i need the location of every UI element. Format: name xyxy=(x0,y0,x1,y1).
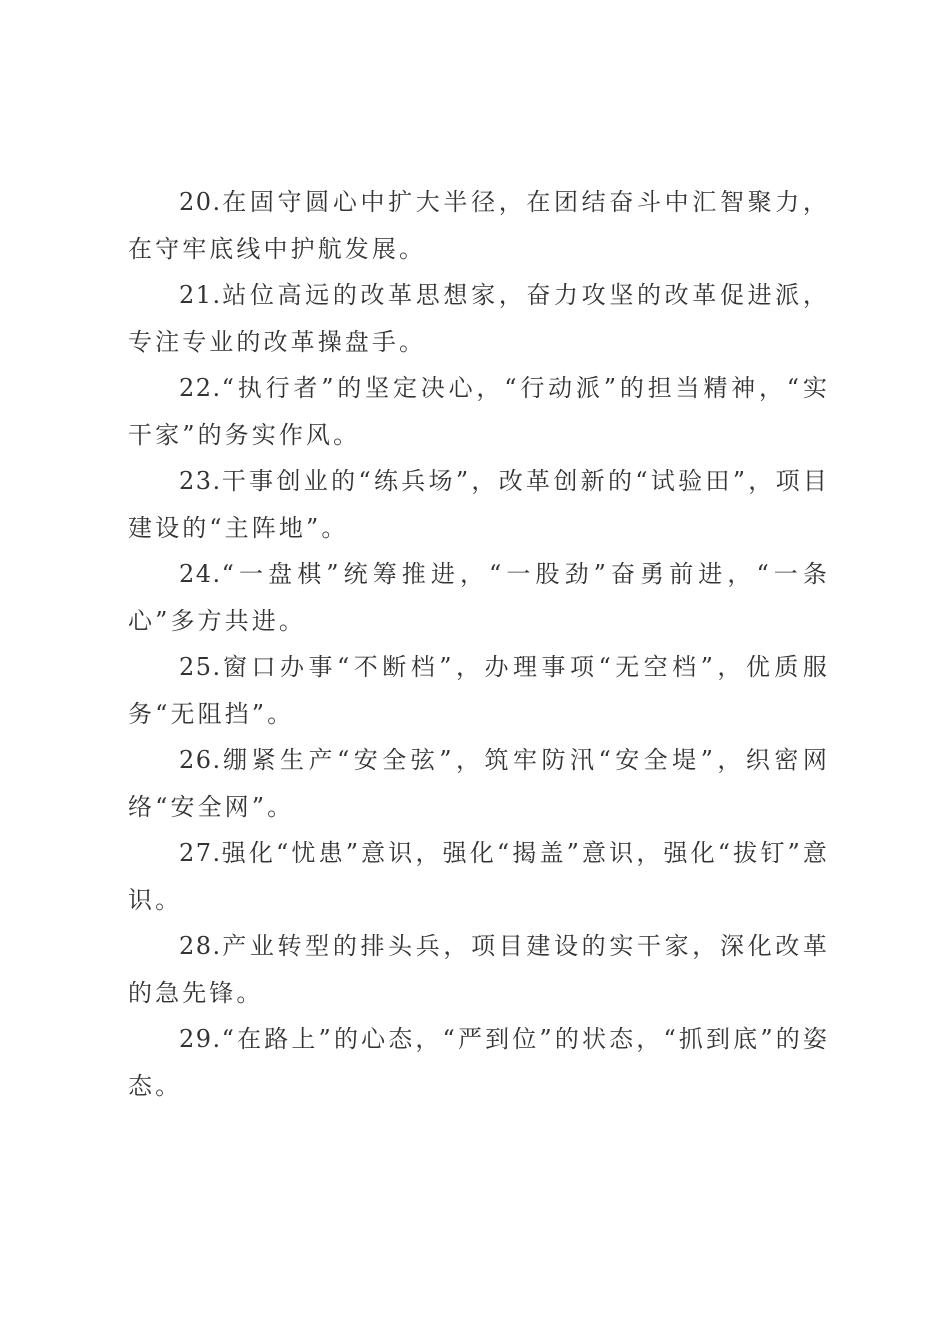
list-item xyxy=(128,365,830,458)
list-item xyxy=(128,179,830,272)
item-text: “一盘棋”统筹推进，“一股劲”奋勇前进，“一条心”多方共进。 xyxy=(128,560,830,635)
document-body xyxy=(128,179,830,1109)
item-text: 强化“忧患”意识，强化“揭盖”意识，强化“拔钉”意识。 xyxy=(128,839,830,914)
list-item xyxy=(128,551,830,644)
item-text: 干事创业的“练兵场”，改革创新的“试验田”，项目建设的“主阵地”。 xyxy=(128,467,830,542)
item-number: 26. xyxy=(179,746,222,774)
item-text: 窗口办事“不断档”，办理事项“无空档”，优质服务“无阻挡”。 xyxy=(128,653,830,728)
item-number: 25. xyxy=(179,653,222,681)
item-number: 27. xyxy=(179,839,222,867)
item-text: 绷紧生产“安全弦”，筑牢防汛“安全堤”，织密网络“安全网”。 xyxy=(128,746,830,821)
list-item xyxy=(128,644,830,737)
list-item xyxy=(128,458,830,551)
item-number: 20. xyxy=(179,188,222,216)
list-item xyxy=(128,1016,830,1109)
list-item xyxy=(128,272,830,365)
item-number: 23. xyxy=(179,467,222,495)
item-number: 24. xyxy=(179,560,222,588)
item-text: 产业转型的排头兵，项目建设的实干家，深化改革的急先锋。 xyxy=(128,932,830,1007)
item-text: 在固守圆心中扩大半径，在团结奋斗中汇智聚力，在守牢底线中护航发展。 xyxy=(128,188,830,263)
item-number: 21. xyxy=(179,281,222,309)
item-number: 28. xyxy=(179,932,222,960)
list-item xyxy=(128,830,830,923)
list-item xyxy=(128,737,830,830)
item-number: 22. xyxy=(179,374,222,402)
item-number: 29. xyxy=(179,1025,222,1053)
list-item xyxy=(128,923,830,1016)
item-text: “在路上”的心态，“严到位”的状态，“抓到底”的姿态。 xyxy=(128,1025,830,1100)
item-text: “执行者”的坚定决心，“行动派”的担当精神，“实干家”的务实作风。 xyxy=(128,374,830,449)
item-text: 站位高远的改革思想家，奋力攻坚的改革促进派，专注专业的改革操盘手。 xyxy=(128,281,830,356)
